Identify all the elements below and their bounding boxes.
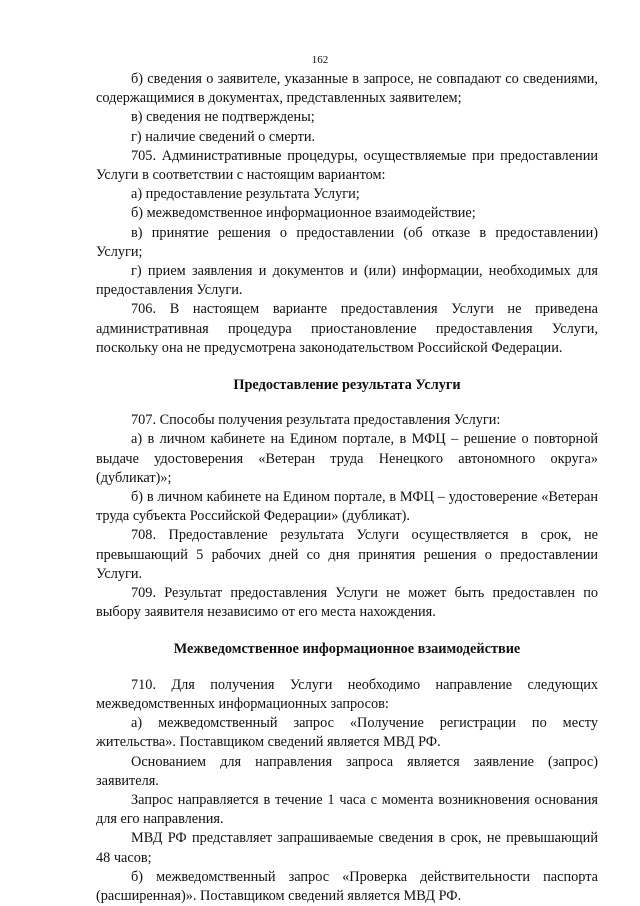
paragraph: 708. Предоставление результата Услуги осуществляется в срок, не превышающий 5 рабочих дней со дня принятия решения о предоставлении Услуги. <box>96 527 598 582</box>
paragraph: б) межведомственный запрос «Проверка действительности паспорта (расширенная)». Поставщиком сведений является МВД РФ. <box>96 868 598 904</box>
document-body <box>96 70 598 906</box>
section-heading: Межведомственное информационное взаимодействие <box>173 641 521 658</box>
page-number: 162 <box>311 54 329 66</box>
paragraph: Основанием для направления запроса является заявление (запрос) заявителя. <box>96 753 598 789</box>
paragraph: 710. Для получения Услуги необходимо направление следующих межведомственных информационных запросов: <box>96 676 598 712</box>
paragraph: б) сведения о заявителе, указанные в запросе, не совпадают со сведениями, содержащимися в документах, представленных заявителем; <box>96 71 598 107</box>
paragraph: а) предоставление результата Услуги; <box>131 186 360 203</box>
paragraph: б) в личном кабинете на Едином портале, в МФЦ – удостоверение «Ветеран труда субъекта Российской Федерации» (дубликат). <box>96 489 598 525</box>
paragraph: а) межведомственный запрос «Получение регистрации по месту жительства». Поставщиком сведений является МВД РФ. <box>96 715 598 751</box>
paragraph: б) межведомственное информационное взаимодействие; <box>131 205 476 222</box>
paragraph: МВД РФ представляет запрашиваемые сведения в срок, не превышающий 48 часов; <box>96 830 598 866</box>
paragraph: г) наличие сведений о смерти. <box>131 128 316 145</box>
section-heading: Предоставление результата Услуги <box>233 377 461 394</box>
paragraph: Запрос направляется в течение 1 часа с момента возникновения основания для его направления. <box>96 791 598 828</box>
paragraph: а) в личном кабинете на Едином портале, в МФЦ – решение о повторной выдаче удостоверения «Ветеран труда Ненецкого автономного округа» (дубликат)»; <box>96 431 598 486</box>
paragraph: 707. Способы получения результата предоставления Услуги: <box>131 412 501 429</box>
paragraph: в) принятие решения о предоставлении (об отказе в предоставлении) Услуги; <box>96 224 598 260</box>
paragraph: 706. В настоящем варианте предоставления Услуги не приведена административная процедура приостановление предоставления Услуги, поскольку она не предусмотрена законодательством Российской Федерации. <box>96 301 598 356</box>
paragraph: 709. Результат предоставления Услуги не может быть предоставлен по выбору заявителя независимо от его места нахождения. <box>96 585 598 621</box>
paragraph: г) прием заявления и документов и (или) информации, необходимых для предоставления Услуги. <box>96 263 598 299</box>
paragraph: в) сведения не подтверждены; <box>131 109 315 126</box>
paragraph: 705. Административные процедуры, осуществляемые при предоставлении Услуги в соответствии с настоящим вариантом: <box>96 147 598 184</box>
